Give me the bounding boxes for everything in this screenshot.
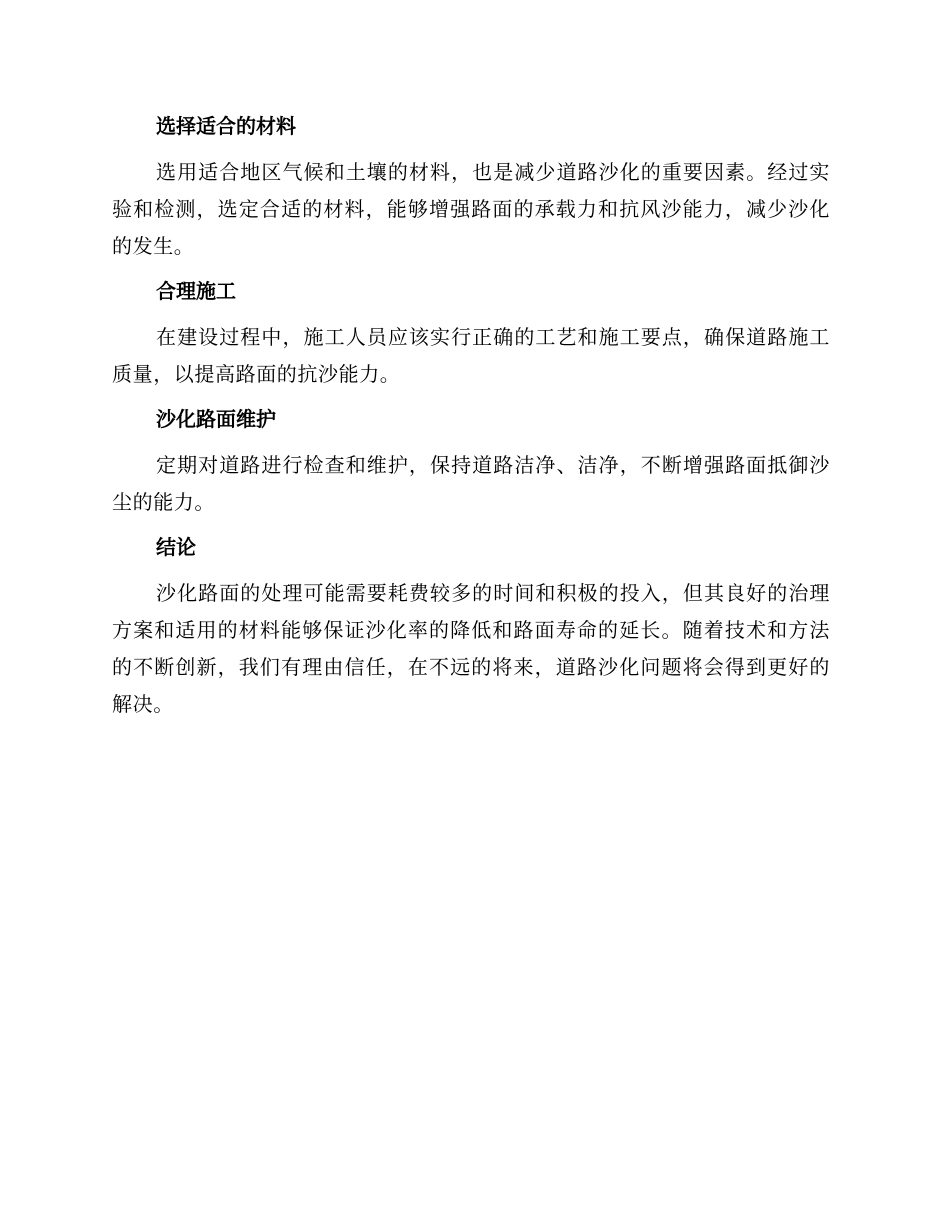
section-paragraph: 定期对道路进行检查和维护，保持道路洁净、洁净，不断增强路面抵御沙尘的能力。: [112, 453, 830, 514]
section-paragraph: 在建设过程中，施工人员应该实行正确的工艺和施工要点，确保道路施工质量，以提高路面的抗沙能力。: [112, 325, 830, 386]
section-materials: [112, 108, 830, 265]
section-conclusion: [112, 529, 830, 723]
section-heading: 选择适合的材料: [156, 114, 296, 138]
section-construction: [112, 273, 830, 393]
section-heading: 结论: [156, 535, 196, 559]
section-paragraph: 选用适合地区气候和土壤的材料，也是减少道路沙化的重要因素。经过实验和检测，选定合适的材料，能够增强路面的承载力和抗风沙能力，减少沙化的发生。: [112, 160, 830, 258]
section-heading: 沙化路面维护: [156, 407, 276, 431]
section-maintenance: [112, 401, 830, 521]
section-paragraph: 沙化路面的处理可能需要耗费较多的时间和积极的投入，但其良好的治理方案和适用的材料能够保证沙化率的降低和路面寿命的延长。随着技术和方法的不断创新，我们有理由信任，在不远的将来，道路沙化问题将会得到更好的解决。: [112, 581, 830, 716]
document-page: [112, 108, 830, 731]
section-heading: 合理施工: [156, 279, 236, 303]
